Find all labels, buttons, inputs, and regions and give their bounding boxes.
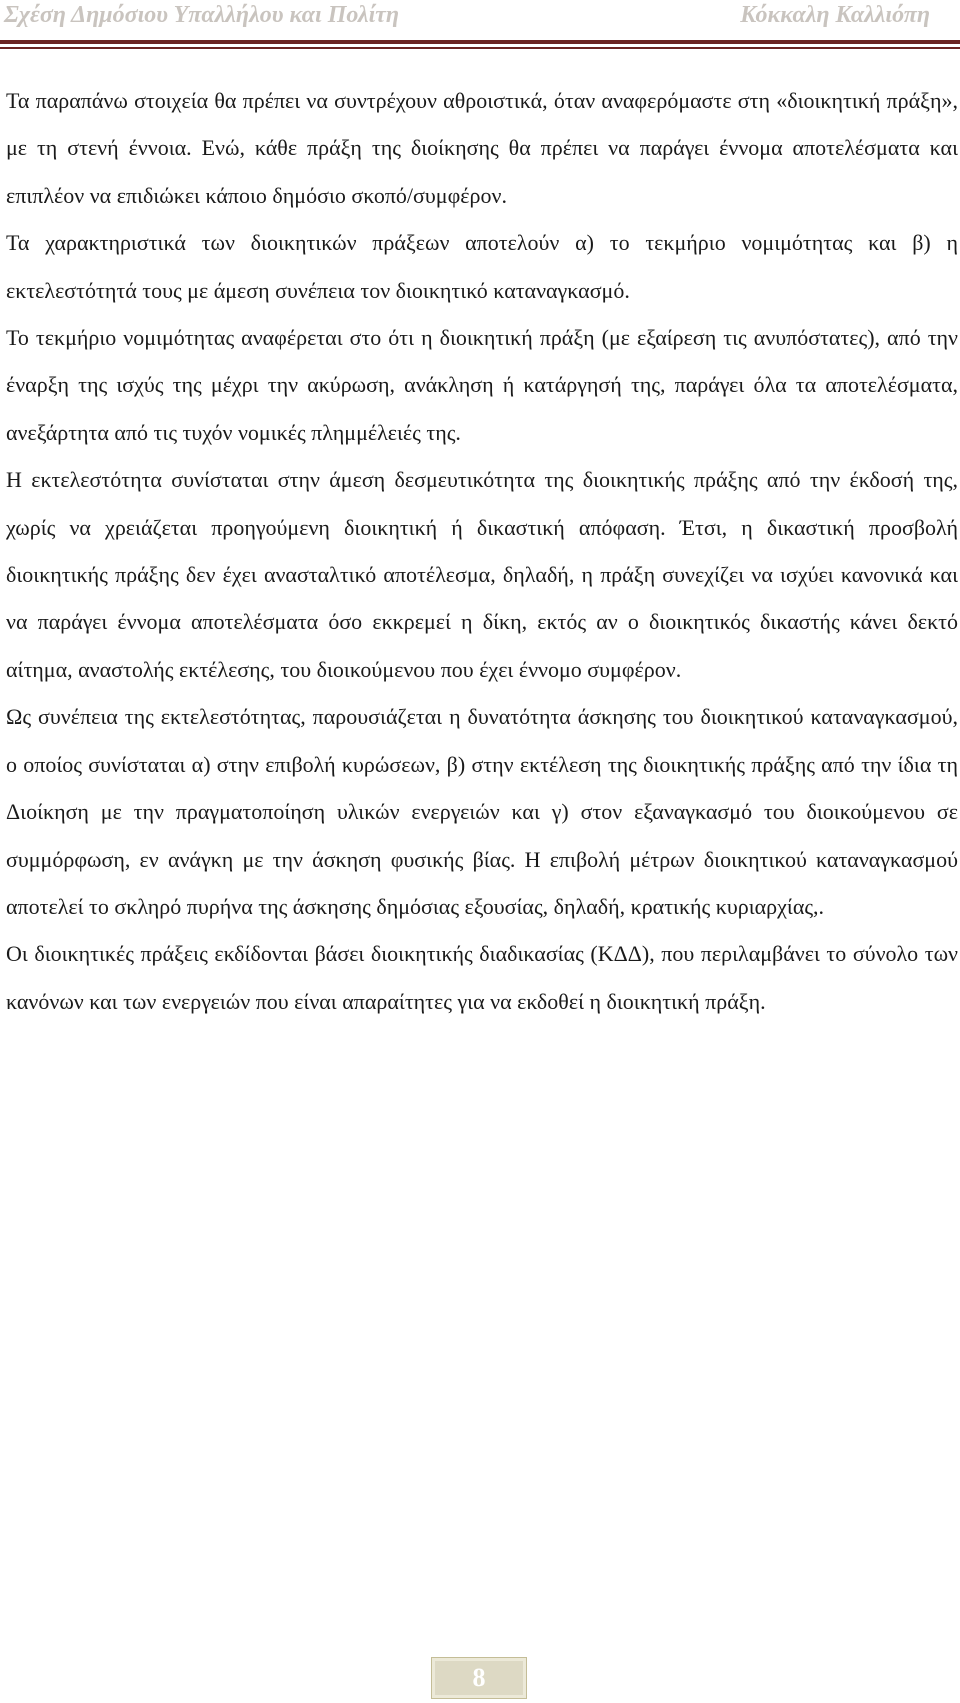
- paragraph: Τα παραπάνω στοιχεία θα πρέπει να συντρέχουν αθροιστικά, όταν αναφερόμαστε στη «διοικητική πράξη», με τη στενή έννοια. Ενώ, κάθε πράξη της διοίκησης θα πρέπει να παράγει έννομα αποτελέσματα και επιπλέον να επιδιώκει κάποιο δημόσιο σκοπό/συμφέρον.: [6, 88, 958, 208]
- header-rule-thin: [0, 47, 960, 49]
- page-number: 8: [472, 1663, 486, 1692]
- body-text: [6, 77, 958, 1025]
- paragraph: Ως συνέπεια της εκτελεστότητας, παρουσιάζεται η δυνατότητα άσκησης του διοικητικού καταναγκασμού, ο οποίος συνίσταται α) στην επιβολή κυρώσεων, β) στην εκτέλεση της διοικητικής πράξης από την ίδια τη Διοίκηση με την πραγματοποίηση υλικών ενεργειών και γ) στον εξαναγκασμό του διοικούμενου σε συμμόρφωση, εν ανάγκη με την άσκηση φυσικής βίας. Η επιβολή μέτρων διοικητικού καταναγκασμού αποτελεί το σκληρό πυρήνα της άσκησης δημόσιας εξουσίας, δηλαδή, κρατικής κυριαρχίας,.: [6, 704, 958, 919]
- paragraph: Οι διοικητικές πράξεις εκδίδονται βάσει διοικητικής διαδικασίας (ΚΔΔ), που περιλαμβάνει το σύνολο των κανόνων και των ενεργειών που είναι απαραίτητες για να εκδοθεί η διοικητική πράξη.: [6, 941, 958, 1014]
- paragraph: Το τεκμήριο νομιμότητας αναφέρεται στο ότι η διοικητική πράξη (με εξαίρεση τις ανυπόστατες), από την έναρξη της ισχύς της μέχρι την ακύρωση, ανάκληση ή κατάργησή της, παράγει όλα τα αποτελέσματα, ανεξάρτητα από τις τυχόν νομικές πλημμέλειές της.: [6, 325, 958, 445]
- paragraph: Η εκτελεστότητα συνίσταται στην άμεση δεσμευτικότητα της διοικητικής πράξης από την έκδοσή της, χωρίς να χρειάζεται προηγούμενη διοικητική ή δικαστική απόφαση. Έτσι, η δικαστική προσβολή διοικητικής πράξης δεν έχει ανασταλτικό αποτέλεσμα, δηλαδή, η πράξη συνεχίζει να ισχύει κανονικά και να παράγει έννομα αποτελέσματα όσο εκκρεμεί η δίκη, εκτός αν ο διοικητικός δικαστής κάνει δεκτό αίτημα, αναστολής εκτέλεσης, του διοικούμενου που έχει έννομο συμφέρον.: [6, 467, 958, 682]
- running-header: [0, 0, 960, 52]
- header-author: Κόκκαλη Καλλιόπη: [740, 2, 930, 28]
- page-number-box: [431, 1657, 527, 1699]
- paragraph: Τα χαρακτηριστικά των διοικητικών πράξεων αποτελούν α) το τεκμήριο νομιμότητας και β) η εκτελεστότητά τους με άμεση συνέπεια τον διοικητικό καταναγκασμό.: [6, 230, 958, 303]
- header-rule-thick: [0, 40, 960, 44]
- header-title: Σχέση Δημόσιου Υπαλλήλου και Πολίτη: [4, 2, 400, 28]
